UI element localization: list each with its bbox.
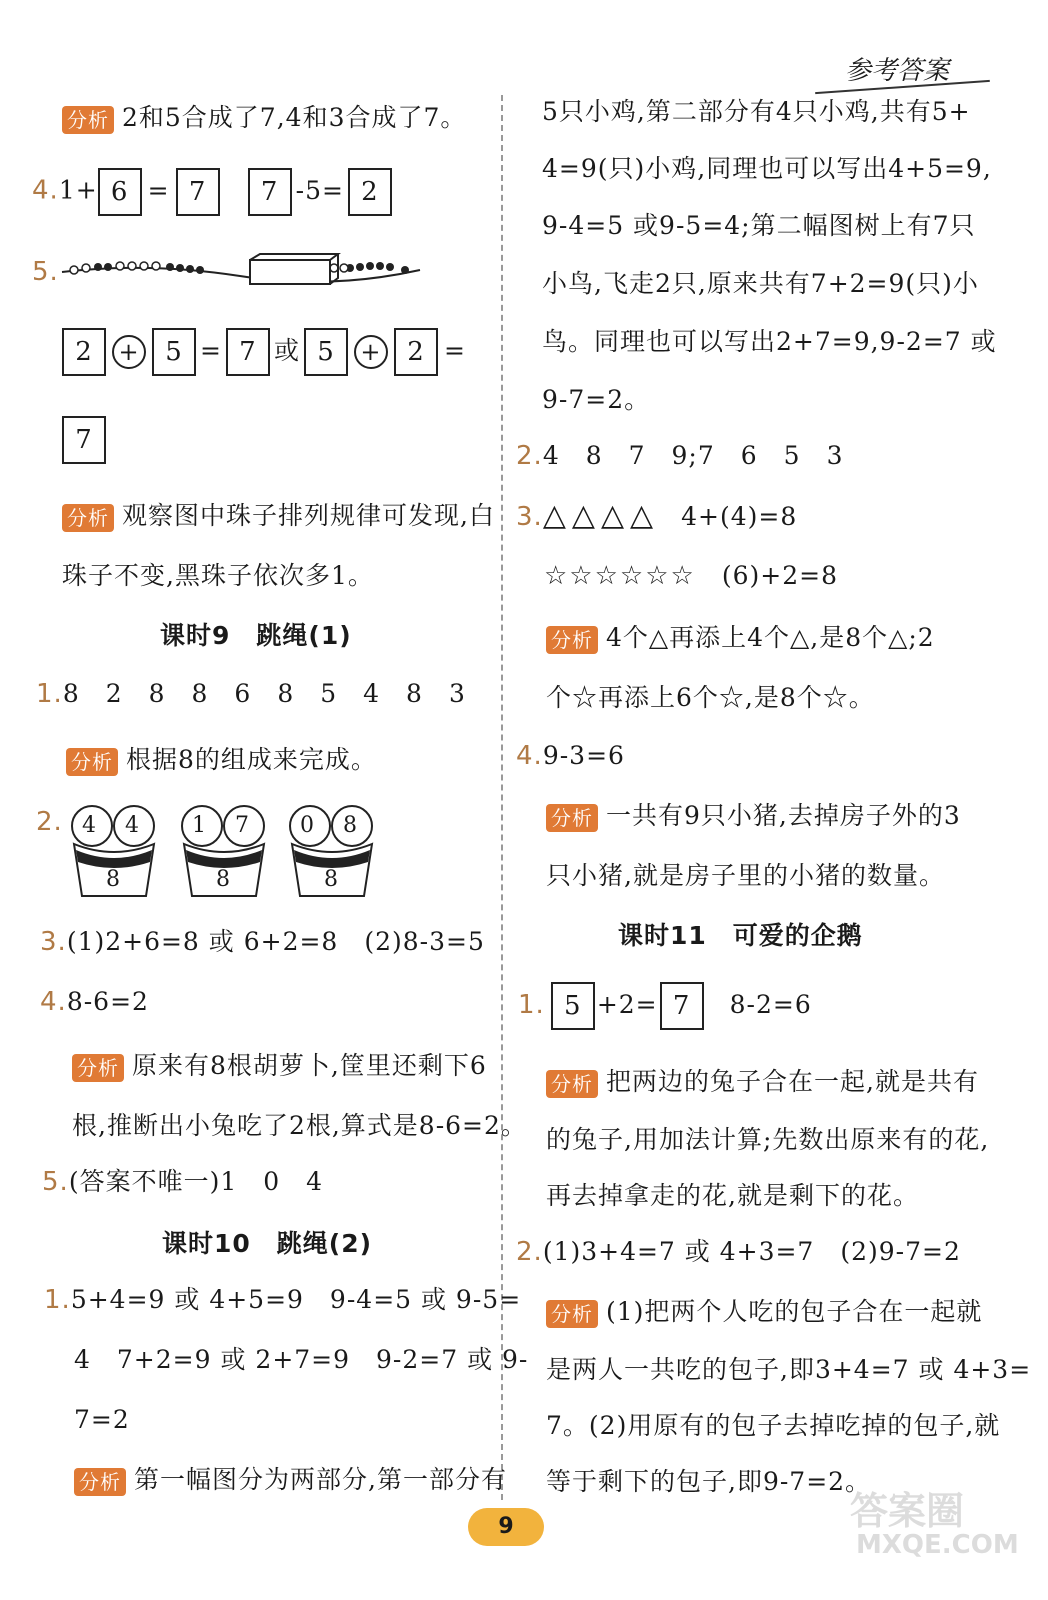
flower-pot	[286, 800, 378, 904]
analysis-text: 2和5合成了7,4和3合成了7。	[122, 103, 467, 132]
analysis-text: (1)把两个人吃的包子合在一起就	[606, 1297, 983, 1326]
expr-part: =	[200, 335, 222, 365]
analysis-text: 根据8的组成来完成。	[126, 745, 377, 774]
answer-box: 6	[98, 168, 142, 216]
operator-circle: +	[354, 335, 388, 369]
petal-number: 7	[235, 813, 250, 838]
watermark-logo: 答案圈	[850, 1489, 965, 1533]
analysis-tag: 分析	[546, 1070, 598, 1098]
section-heading: 课时11 可爱的企鹅	[618, 921, 863, 950]
analysis-text: 4=9(只)小鸡,同理也可以写出4+5=9,	[542, 154, 992, 183]
question-number: 1.	[36, 679, 63, 709]
analysis-text: 5只小鸡,第二部分有4只小鸡,共有5+	[542, 97, 971, 126]
answer-text: 4 7+2=9 或 2+7=9 9-2=7 或 9-	[74, 1345, 529, 1374]
answer-text: (6)+2=8	[721, 561, 838, 590]
answer-box: 7	[248, 168, 292, 216]
question-3-row-2	[544, 560, 838, 592]
analysis-tag: 分析	[66, 748, 118, 776]
analysis-line	[546, 622, 935, 654]
question-3	[40, 926, 485, 958]
analysis-line	[66, 744, 377, 776]
answer-box: 7	[660, 982, 704, 1030]
question-number: 4.	[40, 987, 67, 1017]
analysis-text: 把两边的兔子合在一起,就是共有	[606, 1067, 979, 1096]
petal-number: 4	[82, 813, 97, 838]
analysis-text: 个☆再添上6个☆,是8个☆。	[546, 683, 875, 712]
analysis-line	[72, 1050, 487, 1082]
question-number: 1.	[518, 989, 545, 1020]
analysis-text: 珠子不变,黑珠子依次多1。	[62, 561, 374, 590]
answer-text: 7=2	[74, 1405, 130, 1434]
analysis-text: 第一幅图分为两部分,第一部分有	[134, 1465, 507, 1494]
pot-number: 8	[324, 867, 339, 892]
answer-text: 5+4=9 或 4+5=9 9-4=5 或 9-5=	[70, 1285, 522, 1314]
analysis-text: 只小猪,就是房子里的小猪的数量。	[546, 861, 945, 890]
answer-box: 5	[152, 328, 196, 376]
answer-box: 2	[394, 328, 438, 376]
expr-part: +2=	[596, 989, 658, 1019]
question-3	[516, 500, 797, 533]
petal-number: 1	[192, 813, 207, 838]
answer-text: 8 2 8 8 6 8 5 4 8 3	[62, 679, 466, 708]
answer-box: 2	[348, 168, 392, 216]
pot-number: 8	[106, 867, 121, 892]
analysis-text: 小鸟,飞走2只,原来共有7+2=9(只)小	[542, 269, 979, 298]
answer-text: 4 8 7 9;7 6 5 3	[542, 441, 844, 470]
analysis-line	[62, 102, 466, 134]
petal-number: 0	[300, 813, 315, 838]
question-number: 2.	[516, 441, 543, 471]
analysis-tag: 分析	[74, 1468, 126, 1496]
question-number: 2.	[36, 807, 63, 837]
analysis-tag: 分析	[546, 804, 598, 832]
answer-text: (答案不唯一)1 0 4	[68, 1167, 324, 1196]
analysis-text: 根,推断出小兔吃了2根,算式是8-6=2。	[72, 1111, 527, 1140]
section-heading: 课时9 跳绳(1)	[160, 621, 352, 650]
analysis-text: 鸟。同理也可以写出2+7=9,9-2=7 或	[542, 327, 997, 356]
answer-box: 7	[176, 168, 220, 216]
answer-text: 8-2=6	[729, 989, 812, 1019]
analysis-tag: 分析	[546, 1300, 598, 1328]
question-number: 4.	[516, 741, 543, 771]
question-number: 3.	[40, 927, 67, 957]
question-1	[36, 678, 466, 710]
question-1	[518, 982, 812, 1030]
analysis-text: 9-7=2。	[542, 385, 651, 414]
section-heading: 课时10 跳绳(2)	[162, 1229, 373, 1258]
answer-box: 5	[551, 982, 595, 1030]
answer-text: 8-6=2	[66, 987, 149, 1016]
answer-box: 7	[226, 328, 270, 376]
question-number: 3.	[516, 502, 543, 532]
bead-equation-row	[62, 328, 466, 376]
expr-part: 或	[273, 335, 300, 365]
answer-text: (1)2+6=8 或 6+2=8 (2)8-3=5	[66, 927, 485, 956]
question-number: 5.	[42, 1167, 69, 1197]
analysis-text: 是两人一共吃的包子,即3+4=7 或 4+3=	[546, 1355, 1032, 1384]
answer-box: 5	[304, 328, 348, 376]
question-4	[40, 986, 149, 1018]
analysis-line	[62, 500, 495, 532]
analysis-text: 观察图中珠子排列规律可发现,白	[122, 501, 495, 530]
header-title: 参考答案	[845, 56, 950, 86]
question-4	[516, 740, 625, 772]
analysis-line	[546, 800, 961, 832]
analysis-text: 原来有8根胡萝卜,筐里还剩下6	[132, 1051, 487, 1080]
question-2	[516, 1236, 961, 1268]
answer-text: (1)3+4=7 或 4+3=7 (2)9-7=2	[542, 1237, 961, 1266]
question-2	[516, 440, 843, 472]
analysis-line	[546, 1066, 979, 1098]
bead-equation-row-2	[62, 416, 106, 464]
analysis-line	[74, 1464, 507, 1496]
question-4	[32, 168, 392, 216]
answer-box: 2	[62, 328, 106, 376]
analysis-tag: 分析	[62, 504, 114, 532]
question-5	[42, 1166, 323, 1198]
petal-number: 4	[125, 813, 140, 838]
analysis-tag: 分析	[546, 626, 598, 654]
answer-text: 4+(4)=8	[681, 502, 798, 531]
answer-text: 9-3=6	[542, 741, 625, 770]
question-1	[44, 1284, 521, 1316]
page-number: 9	[468, 1508, 544, 1546]
flower-pot	[178, 800, 270, 904]
pot-number: 8	[216, 867, 231, 892]
operator-circle: +	[112, 335, 146, 369]
question-number: 2.	[516, 1237, 543, 1267]
bead-string-image	[60, 252, 430, 292]
analysis-tag: 分析	[62, 106, 114, 134]
question-2-number	[36, 806, 63, 838]
flower-pot	[68, 800, 160, 904]
expr-part: =	[147, 175, 170, 205]
expr-part: -5=	[295, 175, 344, 205]
star-icons: ☆☆☆☆☆☆	[544, 561, 696, 591]
analysis-text: 一共有9只小猪,去掉房子外的3	[606, 801, 961, 830]
question-number: 1.	[44, 1285, 71, 1315]
analysis-text: 7。(2)用原有的包子去掉吃掉的包子,就	[546, 1411, 1001, 1440]
analysis-text: 等于剩下的包子,即9-7=2。	[546, 1467, 872, 1496]
analysis-tag: 分析	[72, 1054, 124, 1082]
analysis-text: 4个△再添上4个△,是8个△;2	[606, 623, 935, 652]
analysis-text: 再去掉拿走的花,就是剩下的花。	[546, 1181, 919, 1210]
question-number: 4.	[32, 175, 59, 206]
expr-part: =	[443, 335, 466, 365]
analysis-text: 9-4=5 或9-5=4;第二幅图树上有7只	[542, 211, 976, 240]
watermark-url: MXQE.COM	[856, 1530, 1019, 1560]
triangle-icons: △△△△	[542, 498, 660, 533]
answer-box: 7	[62, 416, 106, 464]
analysis-text: 的兔子,用加法计算;先数出原来有的花,	[546, 1125, 990, 1154]
expr-part: 1+	[58, 175, 98, 205]
petal-number: 8	[343, 813, 358, 838]
question-5-number	[32, 256, 59, 288]
question-number: 5.	[32, 257, 59, 287]
analysis-line	[546, 1296, 982, 1328]
